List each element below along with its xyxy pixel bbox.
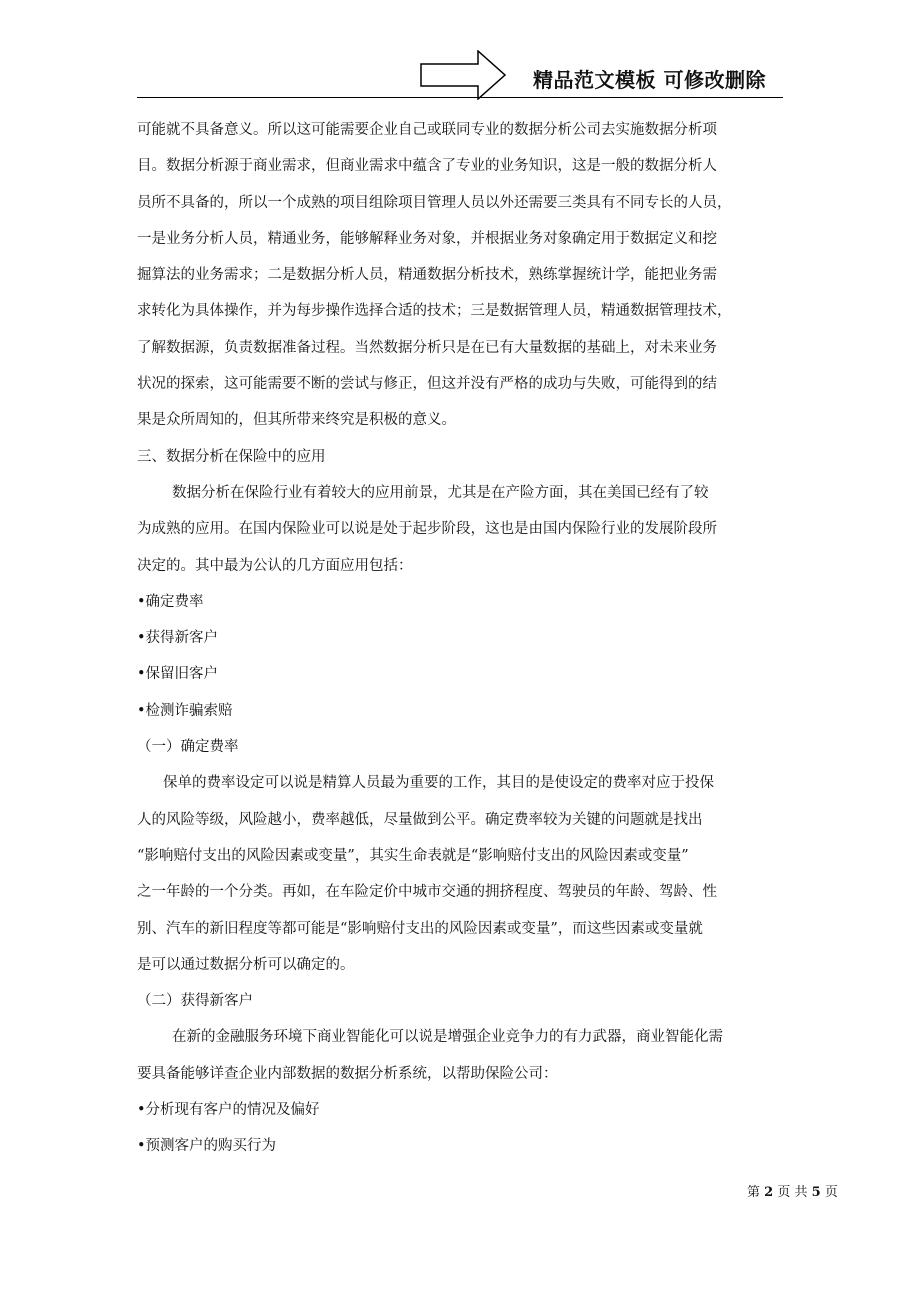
footer-suffix: 页 [824, 1185, 838, 1200]
footer-middle: 页 共 [777, 1185, 808, 1200]
list-item: •检测诈骗索赔 [137, 702, 233, 719]
text-line: 果是众所周知的，但其所带来终究是积极的意义。 [137, 412, 456, 429]
text-line: 别、汽车的新旧程度等都可能是“影响赔付支出的风险因素或变量”，而这些因素或变量就 [137, 920, 703, 937]
paragraph-2 [137, 475, 787, 584]
header-title: 精品范文模板 可修改删除 [533, 68, 766, 92]
document-body [137, 112, 787, 1165]
page-footer [747, 1181, 838, 1200]
text-line: 一是业务分析人员，精通业务，能够解释业务对象，并根据业务对象确定用于数据定义和挖 [137, 230, 717, 247]
text-line: 求转化为具体操作，并为每步操作选择合适的技术；三是数据管理人员，精通数据管理技术， [137, 303, 732, 320]
bullet-list-2 [137, 1092, 787, 1165]
text-line: 是可以通过数据分析可以确定的。 [137, 956, 355, 973]
header-rule [137, 97, 783, 98]
bullet-list-1 [137, 584, 787, 729]
text-line: 了解数据源，负责数据准备过程。当然数据分析只是在已有大量数据的基础上，对未来业务 [137, 339, 717, 356]
section-heading: 三、数据分析在保险中的应用 [137, 448, 326, 465]
text-line: 保单的费率设定可以说是精算人员最为重要的工作，其目的是使设定的费率对应于投保 [163, 775, 714, 792]
text-line: 数据分析在保险行业有着较大的应用前景，尤其是在产险方面，其在美国已经有了较 [172, 484, 709, 501]
list-item: •确定费率 [137, 593, 204, 610]
text-line: 状况的探索，这可能需要不断的尝试与修正，但这并没有严格的成功与失败，可能得到的结 [137, 376, 717, 393]
right-arrow-outline-icon [420, 50, 506, 100]
text-line: 可能就不具备意义。所以这可能需要企业自己或联同专业的数据分析公司去实施数据分析项 [137, 122, 717, 138]
text-line: 掘算法的业务需求；二是数据分析人员，精通数据分析技术，熟练掌握统计学，能把业务需 [137, 267, 717, 284]
list-item: •获得新客户 [137, 630, 219, 647]
text-line: 目。数据分析源于商业需求，但商业需求中蕴含了专业的业务知识，这是一般的数据分析人 [137, 158, 717, 175]
text-line: “影响赔付支出的风险因素或变量”，其实生命表就是“影响赔付支出的风险因素或变量” [137, 847, 689, 864]
text-line: 决定的。其中最为公认的几方面应用包括： [137, 557, 413, 574]
list-item: •预测客户的购买行为 [137, 1138, 277, 1155]
paragraph-3 [137, 765, 787, 983]
text-line: 要具备能够详查企业内部数据的数据分析系统，以帮助保险公司： [137, 1065, 558, 1082]
text-line: 在新的金融服务环境下商业智能化可以说是增强企业竞争力的有力武器，商业智能化需 [172, 1029, 723, 1046]
text-line: 为成熟的应用。在国内保险业可以说是处于起步阶段，这也是由国内保险行业的发展阶段所 [137, 521, 717, 538]
text-line: 之一年龄的一个分类。再如，在车险定价中城市交通的拥挤程度、驾驶员的年龄、驾龄、性 [137, 884, 717, 901]
subsection-heading: （二）获得新客户 [137, 993, 253, 1010]
footer-total-pages: 5 [811, 1185, 821, 1200]
paragraph-1 [137, 112, 787, 439]
paragraph-4 [137, 1019, 787, 1092]
text-line: 员所不具备的，所以一个成熟的项目组除项目管理人员以外还需要三类具有不同专长的人员， [137, 194, 732, 211]
footer-page-number: 2 [764, 1185, 774, 1200]
list-item: •分析现有客户的情况及偏好 [137, 1102, 320, 1119]
list-item: •保留旧客户 [137, 666, 219, 683]
text-line: 人的风险等级，风险越小，费率越低，尽量做到公平。确定费率较为关键的问题就是找出 [137, 811, 703, 828]
footer-prefix: 第 [747, 1185, 761, 1200]
subsection-heading: （一）确定费率 [137, 739, 239, 756]
